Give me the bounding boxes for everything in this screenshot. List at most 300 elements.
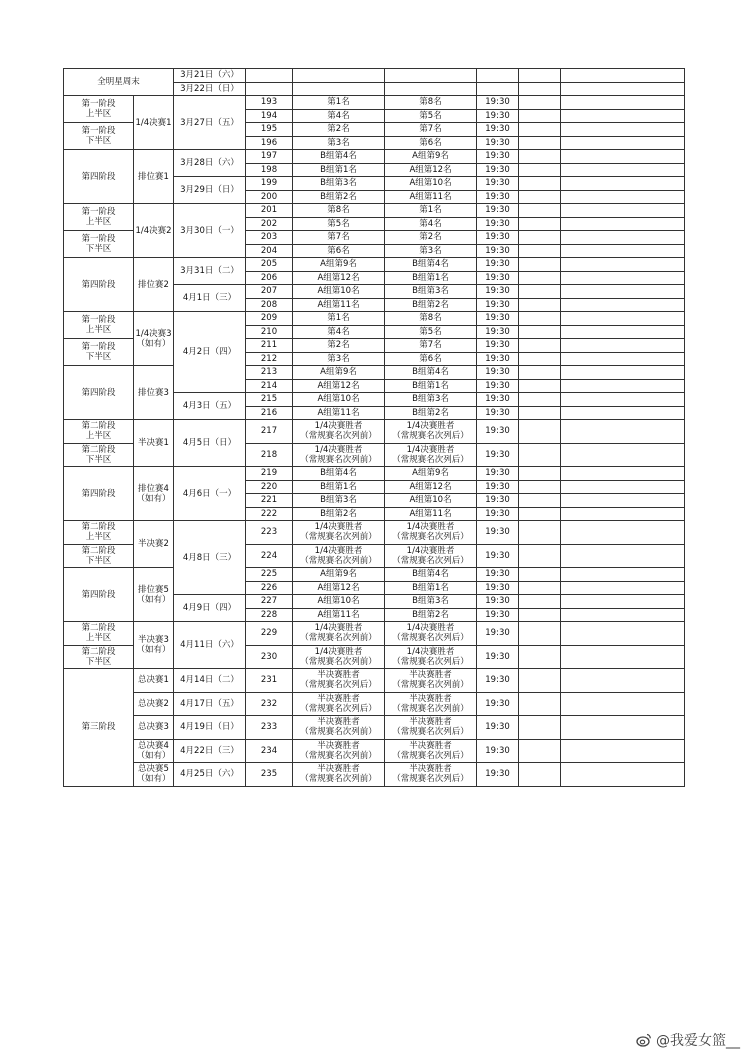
table-row — [64, 366, 685, 380]
watermark-text: @我爱女篮__ — [656, 1033, 740, 1049]
table-cell — [385, 443, 477, 467]
table-cell — [246, 69, 293, 83]
table-cell — [174, 150, 246, 177]
table-cell — [561, 325, 685, 339]
table-cell — [519, 352, 561, 366]
table-cell — [293, 480, 385, 494]
cell-text: 半决赛胜者 — [409, 717, 452, 728]
cell-text: 201 — [260, 205, 278, 216]
table-cell — [134, 521, 174, 568]
cell-text: （如有） — [136, 594, 171, 605]
cell-text: 3月21日（六） — [180, 70, 239, 81]
table-cell — [385, 312, 477, 326]
table-cell — [561, 163, 685, 177]
cell-text: A组第11名 — [317, 407, 360, 418]
cell-text: B组第1名 — [412, 582, 449, 593]
cell-text: B组第3名 — [320, 178, 357, 189]
cell-text: 1/4决赛胜者 — [314, 545, 363, 556]
table-cell — [246, 177, 293, 191]
table-cell — [174, 258, 246, 285]
table-cell — [293, 507, 385, 521]
cell-text: （如有） — [136, 774, 171, 785]
table-row — [64, 150, 685, 164]
table-cell — [64, 231, 134, 258]
cell-text: A组第11名 — [409, 508, 452, 519]
cell-text: 234 — [260, 745, 278, 756]
table-cell — [134, 366, 174, 420]
cell-text: 第一阶段 — [81, 234, 116, 244]
cell-text: 1/4决赛胜者 — [314, 646, 363, 657]
table-cell — [246, 443, 293, 467]
cell-text: 210 — [260, 326, 278, 337]
cell-text: 排位赛4 — [138, 483, 169, 494]
table-cell — [519, 150, 561, 164]
cell-text: 半决赛胜者 — [409, 693, 452, 704]
table-cell — [477, 692, 519, 716]
table-cell — [293, 69, 385, 83]
table-cell — [561, 258, 685, 272]
table-cell — [174, 420, 246, 467]
table-cell — [519, 177, 561, 191]
cell-text: （常规赛名次列前） — [300, 454, 377, 465]
table-cell — [64, 366, 134, 420]
table-cell — [519, 298, 561, 312]
table-cell — [561, 69, 685, 83]
table-cell — [293, 443, 385, 467]
table-cell — [477, 568, 519, 582]
table-cell — [519, 507, 561, 521]
table-cell — [246, 521, 293, 545]
table-cell — [561, 190, 685, 204]
table-cell — [385, 568, 477, 582]
table-row — [64, 669, 685, 693]
cell-text: （如有） — [136, 645, 171, 655]
cell-text: 半决赛胜者 — [409, 764, 452, 775]
cell-text: 19:30 — [485, 326, 510, 337]
cell-text: 1/4决赛胜者 — [406, 545, 455, 556]
table-cell — [561, 217, 685, 231]
table-cell — [293, 136, 385, 150]
table-cell — [134, 258, 174, 312]
cell-text: 4月6日（一） — [182, 488, 237, 499]
table-cell — [519, 480, 561, 494]
cell-text: A组第11名 — [317, 609, 360, 620]
cell-text: 3月27日（五） — [180, 117, 239, 128]
cell-text: 19:30 — [485, 259, 510, 270]
cell-text: B组第2名 — [320, 191, 357, 202]
table-cell — [64, 645, 134, 669]
table-cell — [561, 339, 685, 353]
table-cell — [246, 312, 293, 326]
cell-text: 19:30 — [485, 232, 510, 243]
table-cell — [477, 109, 519, 123]
table-cell — [246, 217, 293, 231]
table-cell — [519, 544, 561, 568]
table-cell — [561, 393, 685, 407]
cell-text: 200 — [260, 191, 278, 202]
cell-text: 下半区 — [85, 656, 112, 667]
table-cell — [477, 393, 519, 407]
table-cell — [561, 82, 685, 96]
cell-text: B组第1名 — [412, 380, 449, 391]
table-cell — [293, 595, 385, 609]
cell-text: 第4名 — [327, 110, 350, 121]
table-row — [64, 312, 685, 326]
table-cell — [293, 217, 385, 231]
cell-text: 194 — [260, 110, 278, 121]
table-cell — [246, 339, 293, 353]
table-cell — [519, 379, 561, 393]
cell-text: 1/4决赛胜者 — [314, 444, 363, 455]
table-cell — [293, 763, 385, 787]
cell-text: 第5名 — [327, 218, 350, 229]
table-cell — [519, 339, 561, 353]
table-cell — [561, 244, 685, 258]
cell-text: B组第1名 — [412, 272, 449, 283]
cell-text: 第四阶段 — [81, 171, 116, 182]
table-cell — [385, 622, 477, 646]
table-cell — [477, 339, 519, 353]
table-row — [64, 258, 685, 272]
table-cell — [246, 669, 293, 693]
table-cell — [561, 406, 685, 420]
table-cell — [385, 521, 477, 545]
cell-text: 第四阶段 — [81, 488, 116, 499]
table-cell — [385, 298, 477, 312]
cell-text: （常规赛名次列后） — [392, 431, 469, 442]
cell-text: 4月17日（五） — [180, 698, 239, 709]
table-cell — [519, 467, 561, 481]
table-cell — [561, 352, 685, 366]
table-cell — [561, 366, 685, 380]
table-cell — [174, 622, 246, 669]
table-cell — [293, 339, 385, 353]
cell-text: 第二阶段 — [81, 421, 116, 432]
table-cell — [64, 420, 134, 444]
cell-text: B组第2名 — [412, 407, 449, 418]
cell-text: 208 — [260, 299, 278, 310]
table-cell — [477, 480, 519, 494]
cell-text: B组第4名 — [320, 151, 357, 162]
cell-text: 第一阶段 — [81, 315, 116, 325]
cell-text: A组第10名 — [409, 178, 452, 189]
table-cell — [246, 507, 293, 521]
cell-text: 总决赛1 — [138, 675, 169, 686]
table-cell — [293, 109, 385, 123]
cell-text: 4月22日（三） — [180, 745, 239, 756]
table-cell — [519, 420, 561, 444]
table-cell — [246, 366, 293, 380]
table-cell — [477, 325, 519, 339]
cell-text: 上半区 — [85, 532, 112, 543]
table-cell — [519, 325, 561, 339]
cell-text: 半决赛胜者 — [317, 693, 360, 704]
table-cell — [174, 177, 246, 204]
cell-text: （常规赛名次列后） — [392, 555, 469, 566]
table-cell — [561, 480, 685, 494]
cell-text: 4月14日（二） — [180, 675, 239, 686]
cell-text: B组第1名 — [320, 164, 357, 175]
cell-text: （常规赛名次列前） — [300, 555, 377, 566]
table-cell — [561, 608, 685, 622]
table-cell — [293, 312, 385, 326]
cell-text: （常规赛名次列后） — [392, 532, 469, 543]
cell-text: （常规赛名次列后） — [392, 750, 469, 761]
table-cell — [519, 163, 561, 177]
table-cell — [385, 763, 477, 787]
table-cell — [293, 325, 385, 339]
table-cell — [293, 379, 385, 393]
cell-text: 19:30 — [485, 468, 510, 479]
table-cell — [64, 150, 134, 204]
table-cell — [64, 123, 134, 150]
table-cell — [477, 163, 519, 177]
cell-text: 227 — [260, 596, 278, 607]
table-cell — [519, 622, 561, 646]
table-cell — [134, 420, 174, 467]
table-cell — [385, 480, 477, 494]
table-cell — [174, 69, 246, 83]
cell-text: 217 — [260, 426, 278, 437]
table-cell — [477, 366, 519, 380]
table-cell — [246, 568, 293, 582]
cell-text: （常规赛名次列后） — [300, 703, 377, 714]
cell-text: 19:30 — [485, 426, 510, 437]
table-cell — [293, 285, 385, 299]
cell-text: 第2名 — [327, 340, 350, 351]
table-cell — [64, 568, 134, 622]
table-cell — [246, 325, 293, 339]
cell-text: 第四阶段 — [81, 387, 116, 398]
table-cell — [477, 82, 519, 96]
cell-text: （常规赛名次列后） — [392, 656, 469, 667]
table-cell — [385, 82, 477, 96]
cell-text: 198 — [260, 164, 278, 175]
table-cell — [64, 204, 134, 231]
table-cell — [477, 581, 519, 595]
table-cell — [385, 716, 477, 740]
cell-text: 19:30 — [485, 367, 510, 378]
cell-text: 212 — [260, 353, 278, 364]
table-row — [64, 204, 685, 218]
cell-text: 204 — [260, 245, 278, 256]
table-cell — [246, 716, 293, 740]
table-cell — [293, 96, 385, 110]
cell-text: A组第9名 — [320, 569, 357, 580]
cell-text: B组第1名 — [320, 481, 357, 492]
table-cell — [385, 669, 477, 693]
cell-text: B组第3名 — [412, 394, 449, 405]
cell-text: 第7名 — [419, 124, 442, 135]
cell-text: A组第12名 — [317, 272, 360, 283]
cell-text: 第二阶段 — [81, 522, 116, 533]
cell-text: 排位赛1 — [138, 171, 169, 182]
table-cell — [561, 123, 685, 137]
table-cell — [519, 82, 561, 96]
table-cell — [134, 568, 174, 622]
table-cell — [477, 669, 519, 693]
table-cell — [246, 271, 293, 285]
table-cell — [519, 443, 561, 467]
cell-text: 19:30 — [485, 609, 510, 620]
table-cell — [561, 692, 685, 716]
table-cell — [134, 669, 174, 693]
cell-text: 19:30 — [485, 569, 510, 580]
cell-text: 19:30 — [485, 582, 510, 593]
cell-text: A组第10名 — [317, 286, 360, 297]
table-cell — [477, 608, 519, 622]
cell-text: 第1名 — [419, 205, 442, 216]
cell-text: （常规赛名次列前） — [300, 656, 377, 667]
cell-text: A组第12名 — [409, 164, 452, 175]
cell-text: （常规赛名次列前） — [300, 633, 377, 644]
table-cell — [519, 123, 561, 137]
cell-text: 1/4决赛胜者 — [406, 444, 455, 455]
cell-text: 213 — [260, 367, 278, 378]
cell-text: 221 — [260, 495, 278, 506]
table-cell — [519, 494, 561, 508]
table-cell — [293, 82, 385, 96]
cell-text: B组第2名 — [320, 508, 357, 519]
cell-text: 196 — [260, 137, 278, 148]
cell-text: 第二阶段 — [81, 545, 116, 556]
table-row — [64, 69, 685, 83]
cell-text: 半决赛2 — [138, 539, 169, 549]
cell-text: （常规赛名次列前） — [300, 532, 377, 543]
table-cell — [293, 716, 385, 740]
table-cell — [293, 177, 385, 191]
table-cell — [64, 69, 174, 96]
table-cell — [477, 494, 519, 508]
table-cell — [385, 69, 477, 83]
table-cell — [519, 204, 561, 218]
cell-text: 上半区 — [85, 633, 112, 644]
cell-text: B组第3名 — [320, 495, 357, 506]
table-cell — [385, 150, 477, 164]
table-cell — [385, 645, 477, 669]
table-cell — [293, 204, 385, 218]
cell-text: 第三阶段 — [81, 722, 116, 733]
table-cell — [519, 692, 561, 716]
table-row — [64, 521, 685, 545]
table-cell — [385, 177, 477, 191]
table-cell — [385, 420, 477, 444]
cell-text: 4月19日（日） — [180, 722, 239, 733]
cell-text: 19:30 — [485, 698, 510, 709]
cell-text: 第3名 — [327, 353, 350, 364]
cell-text: 235 — [260, 769, 278, 780]
table-cell — [385, 190, 477, 204]
cell-text: 19:30 — [485, 137, 510, 148]
cell-text: 215 — [260, 394, 278, 405]
table-cell — [561, 739, 685, 763]
table-cell — [519, 393, 561, 407]
cell-text: A组第11名 — [317, 299, 360, 310]
cell-text: 19:30 — [485, 124, 510, 135]
table-cell — [174, 521, 246, 595]
table-cell — [246, 352, 293, 366]
cell-text: 223 — [260, 527, 278, 538]
table-cell — [246, 136, 293, 150]
table-cell — [385, 109, 477, 123]
cell-text: 1/4决赛1 — [135, 117, 172, 128]
cell-text: 总决赛2 — [138, 698, 169, 709]
cell-text: 第6名 — [327, 245, 350, 256]
table-cell — [477, 312, 519, 326]
table-cell — [246, 190, 293, 204]
cell-text: 19:30 — [485, 110, 510, 121]
table-cell — [385, 231, 477, 245]
table-cell — [246, 595, 293, 609]
table-cell — [174, 285, 246, 312]
cell-text: A组第9名 — [320, 367, 357, 378]
cell-text: 第四阶段 — [81, 279, 116, 290]
table-cell — [134, 763, 174, 787]
cell-text: 第二阶段 — [81, 623, 116, 634]
cell-text: 19:30 — [485, 651, 510, 662]
table-cell — [519, 231, 561, 245]
table-cell — [293, 406, 385, 420]
table-cell — [477, 177, 519, 191]
cell-text: （常规赛名次列后） — [300, 680, 377, 691]
table-cell — [134, 96, 174, 150]
cell-text: 3月29日（日） — [180, 185, 239, 195]
table-cell — [246, 393, 293, 407]
table-cell — [246, 480, 293, 494]
cell-text: 第四阶段 — [81, 589, 116, 600]
cell-text: 19:30 — [485, 340, 510, 351]
table-cell — [64, 312, 134, 339]
cell-text: A组第9名 — [320, 259, 357, 270]
cell-text: 19:30 — [485, 380, 510, 391]
table-cell — [293, 739, 385, 763]
table-cell — [293, 521, 385, 545]
table-cell — [246, 163, 293, 177]
table-cell — [477, 69, 519, 83]
cell-text: 下半区 — [85, 454, 112, 465]
table-cell — [561, 96, 685, 110]
cell-text: 第6名 — [419, 137, 442, 148]
watermark — [636, 1030, 740, 1050]
cell-text: 195 — [260, 124, 278, 135]
table-cell — [174, 595, 246, 622]
table-cell — [385, 96, 477, 110]
table-cell — [561, 231, 685, 245]
table-cell — [385, 258, 477, 272]
table-cell — [385, 325, 477, 339]
cell-text: 207 — [260, 286, 278, 297]
table-cell — [385, 393, 477, 407]
cell-text: B组第3名 — [412, 286, 449, 297]
cell-text: 第1名 — [327, 97, 350, 108]
cell-text: 19:30 — [485, 449, 510, 460]
table-cell — [477, 136, 519, 150]
cell-text: 第一阶段 — [81, 342, 116, 352]
cell-text: 4月8日（三） — [182, 552, 237, 563]
cell-text: 第8名 — [327, 205, 350, 216]
cell-text: 下半区 — [85, 136, 112, 146]
cell-text: 第8名 — [419, 97, 442, 108]
cell-text: 总决赛3 — [138, 722, 169, 733]
table-cell — [385, 379, 477, 393]
table-row — [64, 622, 685, 646]
table-cell — [293, 231, 385, 245]
table-cell — [64, 521, 134, 545]
cell-text: 第一阶段 — [81, 99, 116, 109]
table-cell — [561, 150, 685, 164]
table-cell — [174, 204, 246, 258]
table-cell — [293, 645, 385, 669]
